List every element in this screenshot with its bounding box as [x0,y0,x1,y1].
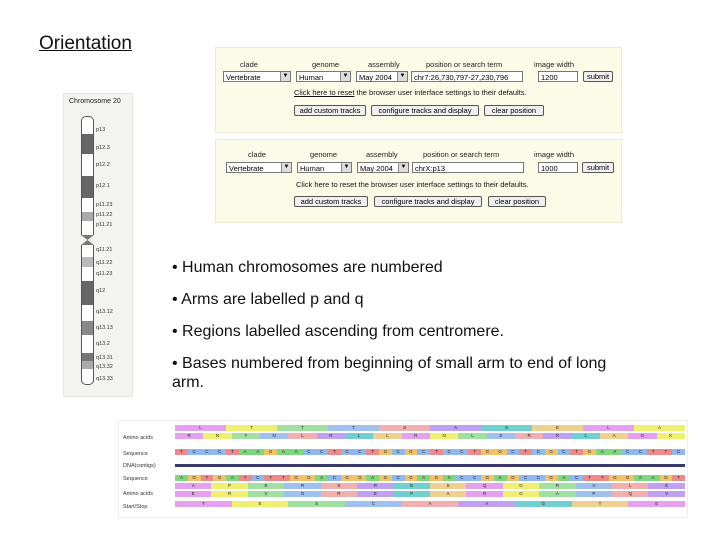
ideogram-title: Chromosome 20 [69,98,121,105]
header-image-width: image width [534,150,575,159]
base-cell: T [328,449,341,455]
band-label: q11.21 [96,247,113,253]
header-position: position or search term [426,60,503,69]
base-cell: G [213,475,226,481]
residue-cell: R [539,483,575,489]
base-cell: G [379,475,392,481]
residue-cell: T [277,425,328,431]
reset-line[interactable]: Click here to reset the browser user interface settings to their defaults. [296,180,529,189]
base-cell: T [570,449,583,455]
start-stop-row [175,501,685,507]
base-cell: C [443,449,456,455]
band-label: p12.2 [96,162,110,168]
residue-cell: A [430,491,466,497]
base-cell: C [519,475,532,481]
chromosome-ideogram [63,93,133,397]
base-cell: A [239,449,252,455]
residue-cell: A [402,501,459,507]
assembly-select[interactable] [356,71,408,82]
base-cell: C [354,449,367,455]
base-cell: T [519,449,532,455]
base-cell: T [468,449,481,455]
base-cell: C [634,449,647,455]
base-cell: C [621,449,634,455]
base-cell: C [201,449,214,455]
base-cell: T [175,449,188,455]
base-cell: G [354,475,367,481]
base-cell: C [558,449,571,455]
residue-cell: R [175,433,203,439]
position-input[interactable]: chr7:26,730,797-27,230,796 [411,71,523,82]
genome-select[interactable] [297,162,352,173]
base-cell: T [647,449,660,455]
reset-text: the browser user interface settings to their defaults. [354,88,527,97]
base-cell: C [507,449,520,455]
residue-cell: S [487,433,515,439]
residue-cell: L [572,433,600,439]
band-p12-1[interactable] [81,176,94,198]
base-cell: C [392,449,405,455]
base-cell: A [315,475,328,481]
base-cell: G [545,449,558,455]
band-label: p12.3 [96,145,110,151]
residue-cell: N [430,433,458,439]
genome-value: Human [300,164,325,173]
amino-acid-row-3 [175,483,685,489]
track-label: Amino acids [123,435,153,441]
residue-cell: Y [232,433,260,439]
browser-panel-bottom [215,139,622,223]
header-assembly: assembly [366,150,398,159]
band-q13-2[interactable] [81,335,94,353]
base-cell: A [175,475,188,481]
base-cell: G [545,475,558,481]
residue-cell: R [515,433,543,439]
residue-cell: P [394,491,430,497]
residue-cell: R [284,483,320,489]
residue-cell: V [576,483,612,489]
clade-select[interactable] [226,162,292,173]
assembly-value: May 2004 [360,164,393,173]
residue-cell: R [211,491,247,497]
base-cell: C [315,449,328,455]
bullet-list [172,258,642,405]
genome-value: Human [299,73,324,82]
band-label: q13.13 [96,325,113,331]
band-label: q13.2 [96,341,110,347]
residue-cell: S [430,483,466,489]
header-clade: clade [240,60,258,69]
base-cell: C [456,449,469,455]
residue-cell: G [503,491,539,497]
configure-tracks-button[interactable]: configure tracks and display [374,196,482,207]
residue-cell: L [345,433,373,439]
base-cell: G [507,475,520,481]
base-cell: A [226,475,239,481]
base-cell: A [609,449,622,455]
add-custom-tracks-button[interactable]: add custom tracks [294,196,368,207]
base-cell: T [596,475,609,481]
residue-cell: N [203,433,231,439]
clade-value: Vertebrate [229,164,264,173]
base-cell: C [456,475,469,481]
base-cell: T [239,475,252,481]
base-cell: A [290,449,303,455]
base-cell: A [558,475,571,481]
bullet-item: • Human chromosomes are numbered [172,259,443,276]
submit-button[interactable]: submit [583,71,613,82]
track-label: Start/Stop [123,504,148,510]
band-q13-31[interactable] [81,353,94,361]
band-q13-12[interactable] [81,305,94,321]
residue-cell: G [284,491,320,497]
base-cell: C [303,449,316,455]
residue-cell: S [321,483,357,489]
residue-cell: A [458,501,515,507]
clear-position-button[interactable]: clear position [484,105,544,116]
reset-line [294,88,527,97]
band-p11-21[interactable] [81,221,94,235]
position-input[interactable]: chrX:p13 [412,162,524,173]
genome-select[interactable] [296,71,351,82]
band-label: q11.22 [96,260,113,266]
base-cell: G [660,475,673,481]
clade-select[interactable] [223,71,291,82]
base-cell: A [634,475,647,481]
base-cell: T [277,475,290,481]
base-cell: G [379,449,392,455]
sequence-row-2 [175,475,685,481]
chevron-down-icon: ▼ [280,72,290,81]
residue-cell: S [288,501,345,507]
residue-cell: R [317,433,345,439]
base-cell: G [481,449,494,455]
dna-contig-bar [175,464,685,467]
base-cell: T [366,449,379,455]
residue-cell: E [532,425,583,431]
base-cell: A [596,449,609,455]
base-cell: A [417,475,430,481]
base-cell: C [252,475,265,481]
residue-cell: E [628,501,685,507]
band-label: q13.32 [96,364,113,370]
residue-cell: L [288,433,316,439]
base-cell: C [672,449,685,455]
band-label: q13.31 [96,355,113,361]
band-label: p12.1 [96,183,110,189]
residue-cell: A [430,425,481,431]
base-cell: C [328,475,341,481]
residue-cell: L [373,433,401,439]
clear-position-button[interactable]: clear position [488,196,546,207]
band-label: p13 [96,127,106,133]
header-image-width: image width [534,60,575,69]
band-q13-32[interactable] [81,361,94,369]
residue-cell: E [394,483,430,489]
residue-cell: T [175,501,232,507]
band-p11-22[interactable] [81,212,94,221]
base-cell: C [570,475,583,481]
base-cell: G [405,449,418,455]
base-cell: T [264,475,277,481]
residue-cell: P [576,491,612,497]
bullet-item: • Arms are labelled p and q [172,291,364,308]
chevron-down-icon: ▼ [397,72,407,81]
base-cell: A [252,449,265,455]
assembly-select[interactable] [357,162,409,173]
chevron-down-icon: ▼ [340,72,350,81]
residue-cell: G [628,433,656,439]
residue-cell: K [657,433,685,439]
band-q11-21[interactable] [81,245,94,257]
base-cell: G [264,449,277,455]
sequence-row-1 [175,449,685,455]
track-label: Sequence [123,476,148,482]
residue-cell: T [226,425,277,431]
base-cell: T [672,475,685,481]
base-cell: C [468,475,481,481]
bullet-item: • Regions labelled ascending from centromere. [172,323,504,340]
base-cell: A [366,475,379,481]
base-cell: G [188,475,201,481]
residue-cell: E [357,491,393,497]
base-cell: G [583,449,596,455]
band-p13[interactable] [81,116,94,134]
residue-cell: R [321,491,357,497]
base-cell: G [341,475,354,481]
reset-link[interactable]: Click here to reset [294,88,355,97]
residue-cell: G [515,501,572,507]
image-width-input[interactable]: 1000 [538,162,578,173]
residue-cell: T [328,425,379,431]
residue-cell: A [600,433,628,439]
configure-tracks-button[interactable]: configure tracks and display [371,105,479,116]
residue-cell: L [612,483,648,489]
residue-cell: R [466,491,502,497]
sequence-track [118,420,688,518]
band-label: p11.21 [96,222,113,228]
header-position: position or search term [423,150,500,159]
base-cell: A [277,449,290,455]
band-q13-13[interactable] [81,321,94,335]
base-cell: C [417,449,430,455]
amino-acid-row-1 [175,425,685,431]
residue-cell: E [248,483,284,489]
residue-cell: N [260,433,288,439]
base-cell: G [609,475,622,481]
base-cell: T [660,449,673,455]
chevron-down-icon: ▼ [398,163,408,172]
add-custom-tracks-button[interactable]: add custom tracks [294,105,366,116]
base-cell: C [188,449,201,455]
residue-cell: S [379,425,430,431]
base-cell: T [201,475,214,481]
base-cell: C [392,475,405,481]
residue-cell: V [648,491,684,497]
base-cell: T [583,475,596,481]
base-cell: C [213,449,226,455]
band-label: p11.23 [96,202,113,208]
residue-cell: A [634,425,685,431]
residue-cell: Q [612,491,648,497]
base-cell: T [430,449,443,455]
residue-cell: L [583,425,634,431]
track-label: DNA(contigs) [123,463,156,469]
base-cell: G [405,475,418,481]
base-cell: C [532,449,545,455]
band-p12-3[interactable] [81,134,94,154]
band-p11-23[interactable] [81,198,94,212]
residue-cell: A [539,491,575,497]
residue-cell: T [572,501,629,507]
band-q13-33[interactable] [81,369,94,385]
amino-acid-row-4 [175,491,685,497]
band-label: p11.22 [96,212,113,218]
base-cell: G [621,475,634,481]
residue-cell: E [648,483,684,489]
base-cell: G [494,449,507,455]
residue-cell: G [503,483,539,489]
residue-cell: L [175,425,226,431]
bullet-item: • Bases numbered from beginning of small arm to end of long arm. [172,355,607,391]
band-label: q12 [96,288,106,294]
base-cell: G [481,475,494,481]
assembly-value: May 2004 [359,73,392,82]
base-cell: G [290,475,303,481]
residue-cell: R [402,433,430,439]
chevron-down-icon: ▼ [341,163,351,172]
base-cell: A [443,475,456,481]
band-q11-22[interactable] [81,257,94,267]
base-cell: G [303,475,316,481]
band-q11-23[interactable] [81,267,94,281]
residue-cell: S [481,425,532,431]
header-assembly: assembly [368,60,400,69]
residue-cell: A [175,483,211,489]
base-cell: G [430,475,443,481]
residue-cell: E [232,501,289,507]
track-label: Amino acids [123,491,153,497]
header-clade: clade [248,150,266,159]
residue-cell: Q [466,483,502,489]
amino-acid-row-2 [175,433,685,439]
chevron-down-icon: ▼ [281,163,291,172]
band-label: q13.12 [96,309,113,315]
submit-button[interactable]: submit [582,162,614,173]
centromere [81,235,94,245]
band-p12-2[interactable] [81,154,94,176]
band-label: q11.23 [96,271,113,277]
base-cell: A [494,475,507,481]
base-cell: T [226,449,239,455]
header-genome: genome [310,150,338,159]
browser-panel-top [215,47,622,133]
base-cell: A [647,475,660,481]
image-width-input[interactable]: 1200 [538,71,578,82]
residue-cell: P [211,483,247,489]
residue-cell: R [357,483,393,489]
base-cell: C [532,475,545,481]
residue-cell: C [345,501,402,507]
band-label: q13.33 [96,376,113,382]
header-genome: genome [312,60,340,69]
band-q12[interactable] [81,281,94,305]
base-cell: C [341,449,354,455]
clade-value: Vertebrate [226,73,261,82]
residue-cell: R [543,433,571,439]
residue-cell: V [248,491,284,497]
slide-title: Orientation [39,33,132,54]
residue-cell: L [458,433,486,439]
track-label: Sequence [123,451,148,457]
residue-cell: E [175,491,211,497]
